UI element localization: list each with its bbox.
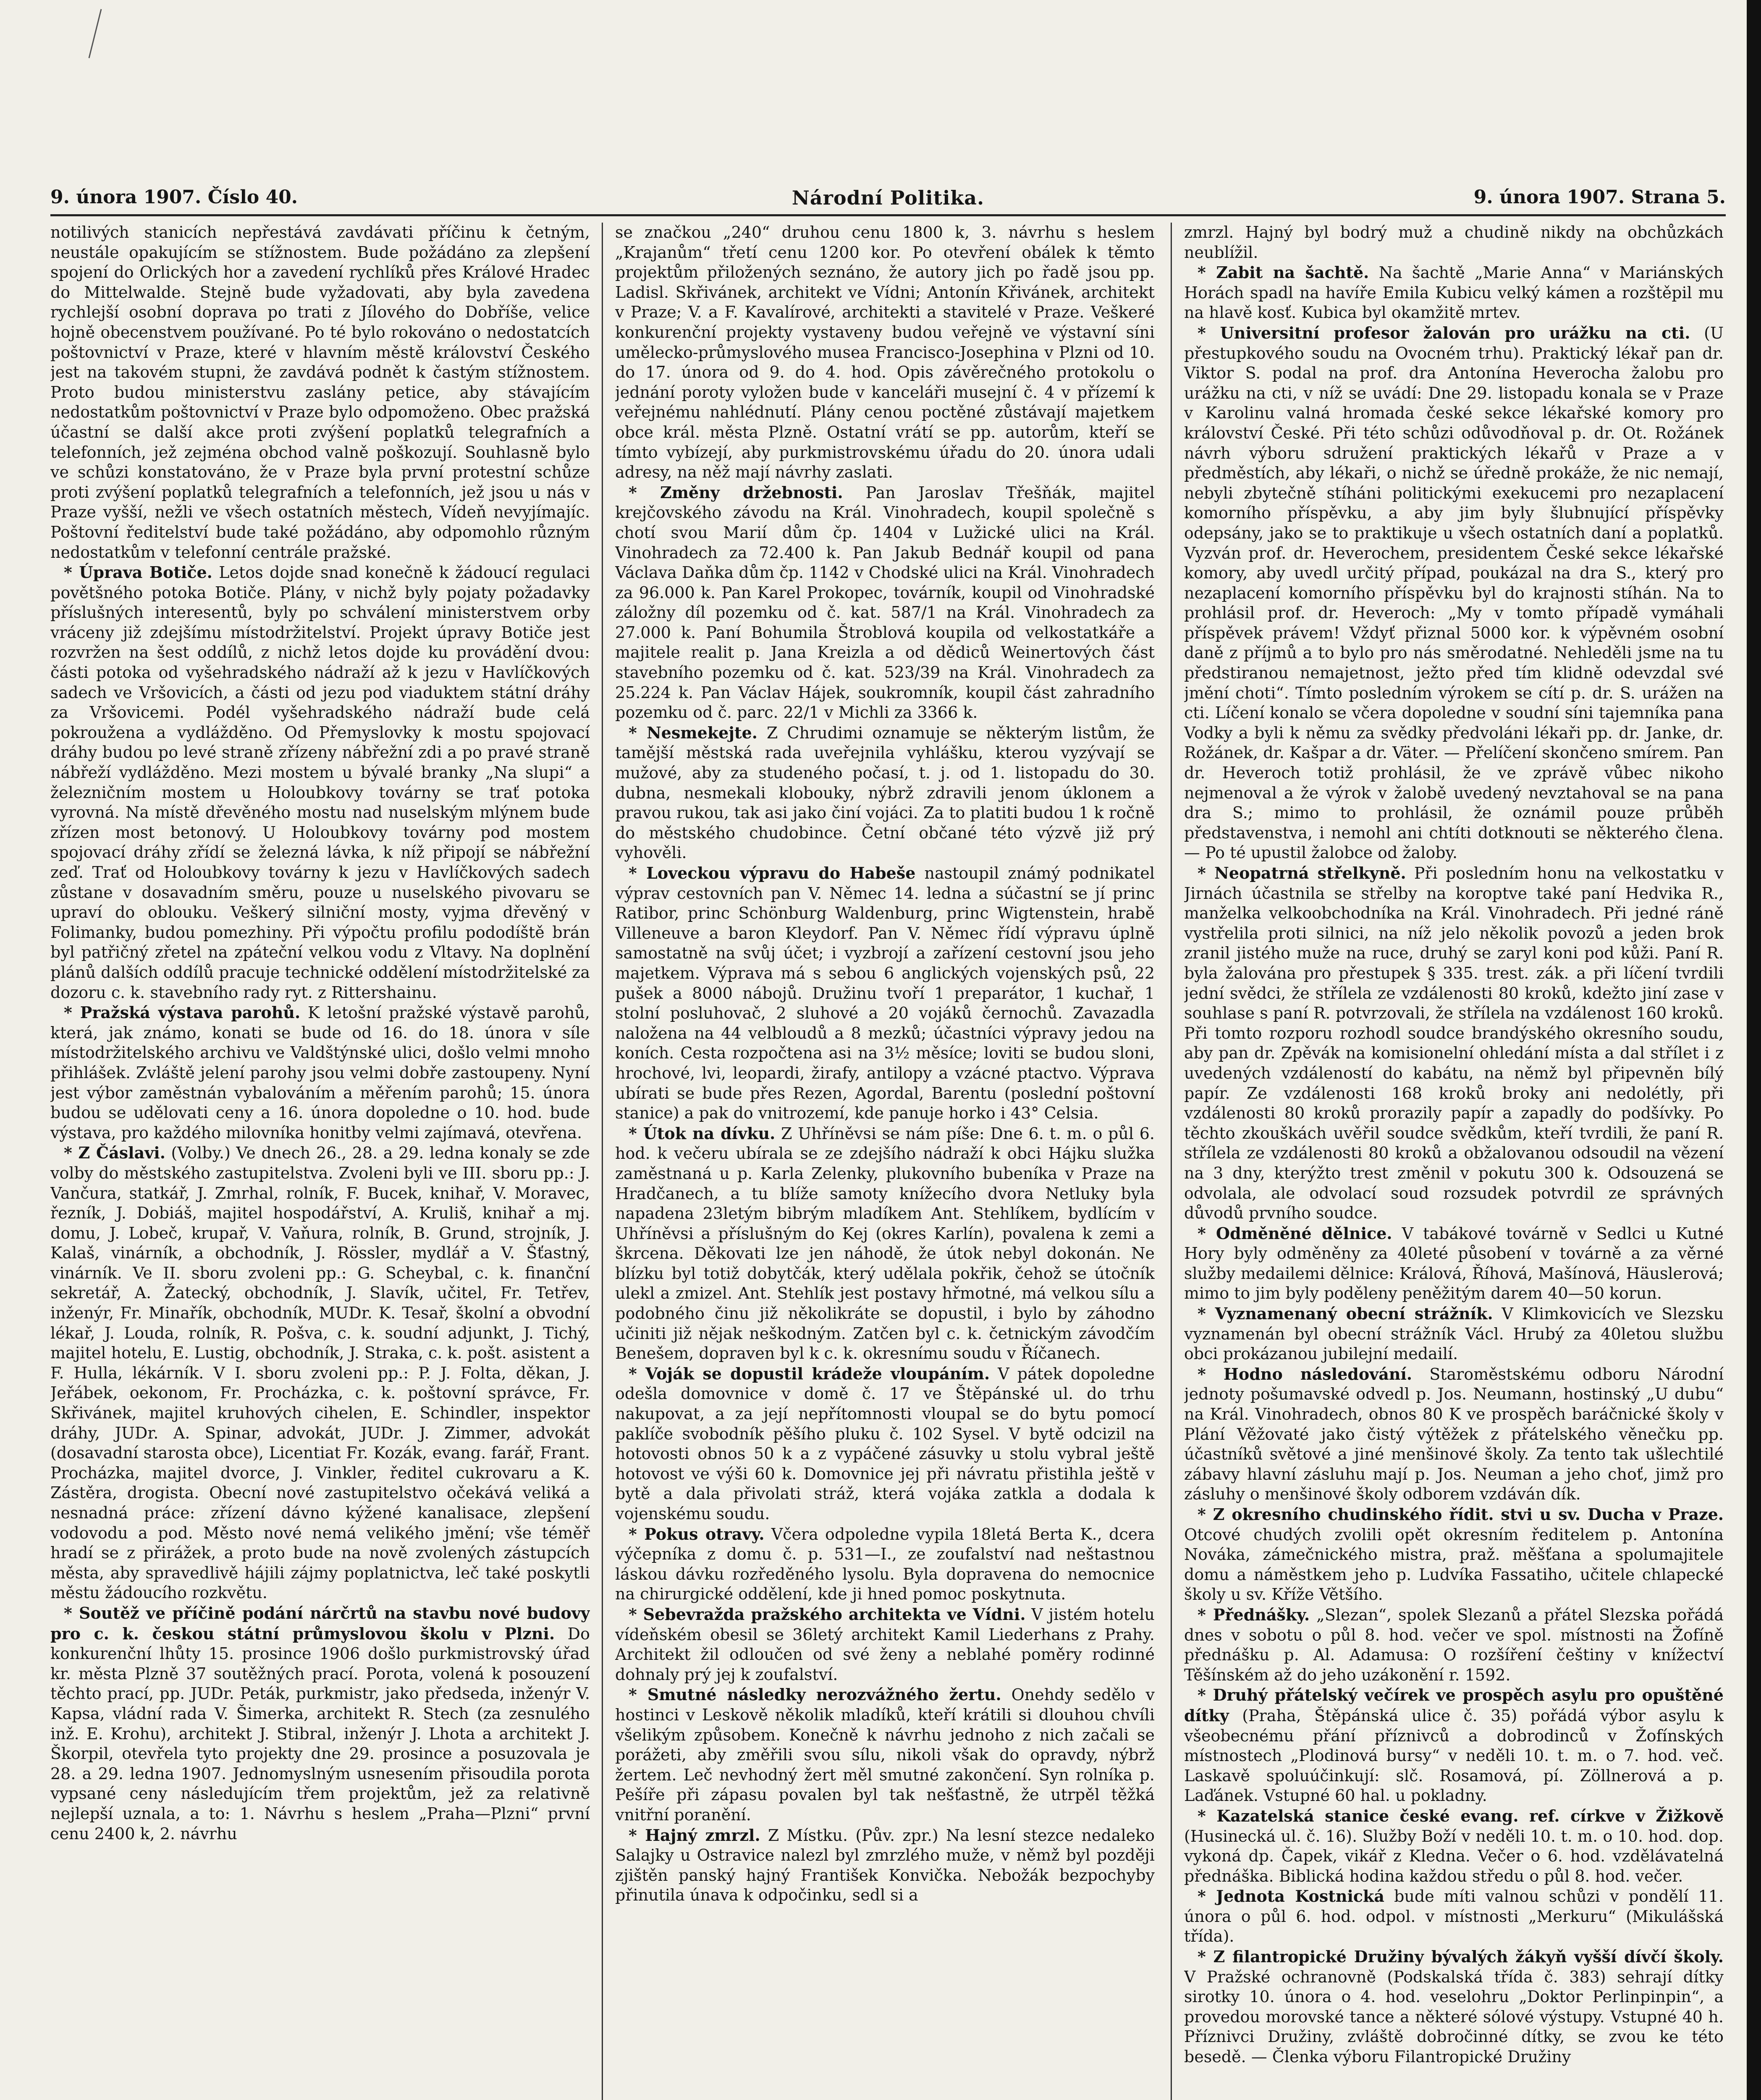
article-heading: * Nesmekejte.	[629, 723, 757, 742]
column-divider	[602, 223, 603, 2100]
article-heading: * Útok na dívku.	[629, 1124, 776, 1143]
article-text: Pan Jaroslav Třešňák, majitel krejčovského závodu na Král. Vinohradech, koupil společně s chotí svou Marií dům čp. 1404 v Lužické ulici na Král. Vinohradech za 72.400 k. Pan Jakub Bednář koupil od pana Václava Daňka dům čp. 1142 v Chodské ulici na Král. Vinohradech za 96.000 k. Pan Karel Prokopec, továrník, koupil od Vinohradské záložny díl pozemku od č. kat. 587/1 na Král. Vinohradech za 27.000 k. Paní Bohumila Štroblová koupila od velkostatkáře a majitele realit p. Jana Kreizla a od dědiců Weinertových část stavebního pozemku od č. kat. 523/39 na Král. Vinohradech za 25.224 k. Pan Václav Hájek, soukromník, koupil část zahradního pozemku od č. parc. 22/1 v Michli za 3366 k.	[615, 483, 1155, 722]
article-paragraph	[1184, 1605, 1724, 1685]
article-heading: * Druhý přátelský večírek ve prospěch asylu pro opuštěné dítky	[1184, 1685, 1724, 1725]
article-paragraph	[615, 1604, 1155, 1685]
article-heading: * Universitní profesor žalován pro urážku na cti.	[1198, 323, 1690, 342]
article-paragraph	[615, 1364, 1155, 1524]
article-text: (U přestupkového soudu na Ovocném trhu). Praktický lékař pan dr. Viktor S. podal na prof. dra Antonína Heverocha žalobu pro urážku na cti, v níž se uvádí: Dne 29. listopadu konala se v Praze v Karolinu valná hromada české sekce lékařské komory pro království České. Při této schůzi odůvodňoval p. dr. Ot. Rožánek návrh výboru sdružení praktických lékařů v Praze a v předměstích, aby lékaři, o nichž se úředně prokáže, že nic nemají, nebyli zbytečně stíháni politickými exekucemi pro nezaplacení komorního příspěvku, a aby jim byly šlubnující příspěvky odepsány, jako se to praktikuje u všech ostatních daní a poplatků. Vyzván prof. dr. Heverochem, presidentem České sekce lékařské komory, aby uvedl určitý případ, poukázal na dra S., který pro nezaplacení komorního příspěvku byl do krajnosti stíhán. Na to prohlásil prof. dr. Heveroch: „My v tomto případě vymáhali příspěvek právem! Vždyť přiznal 5000 kor. k výpěvném osobní daně z příjmů a to bylo pro nás směrodatné. Nehleděli jsme na tu předstiranou nemajetnost, ježto před tím klidně odevzdal své jmění choti“. Tímto posledním výrokem se cítí p. dr. S. urážen na cti. Líčení konalo se včera dopoledne v soudní síni tajemníka pana Vodky a byli k němu za svědky předvoláni lékaři pp. dr. Janke, dr. Rožánek, dr. Kašpar a dr. Väter. — Přelíčení skončeno smírem. Pan dr. Heveroch totiž prohlásil, že ve zprávě vůbec nikoho nejmenoval a že výrok v žalobě uvedený nevztahoval se na pana dra S.; mimo to prohlásil, že oznámil pouze průběh představenstva, i nemohl ani chtíti dotknouti se některého člena. — Po té upustil žalobce od žaloby.	[1184, 323, 1724, 862]
article-heading: * Sebevražda pražského architekta ve Vídni.	[629, 1604, 1026, 1624]
article-heading: * Soutěž ve příčině podání nárčrtů na stavbu nové budovy pro c. k. českou státní průmyslovou školu v Plzni.	[50, 1603, 590, 1643]
article-paragraph	[1184, 1947, 1724, 2067]
article-heading: * Hajný zmrzl.	[629, 1825, 760, 1845]
article-paragraph	[1184, 323, 1724, 863]
article-paragraph	[50, 562, 590, 1003]
header-date-page: 9. února 1907. Strana 5.	[1473, 186, 1726, 208]
article-text: (Praha, Štěpánská ulice č. 35) pořádá výbor asylu k všeobecnému přání příznivců a dobrodinců v Žofínských místnostech „Plodinová bursy“ v neděli 10. t. m. o 7. hod. več. Laskavě spoluúčinkují: slč. Rosamová, pí. Zöllnerová a p. Laďánek. Vstupné 60 hal. u pokladny.	[1184, 1706, 1724, 1805]
article-paragraph	[615, 723, 1155, 863]
article-paragraph	[1184, 223, 1724, 262]
article-text: Na šachtě „Marie Anna“ v Mariánských Horách spadl na havíře Emila Kubicu velký kámen a rozštěpil mu na hlavě kosť. Kubica byl okamžitě mrtev.	[1184, 263, 1724, 322]
column-3	[1184, 223, 1724, 2100]
newspaper-page	[50, 181, 1726, 2100]
article-heading: * Kazatelská stanice české evang. ref. církve v Žižkově	[1198, 1806, 1724, 1825]
article-paragraph	[50, 1143, 590, 1603]
article-text: Z Chrudimi oznamuje se některým listům, že tamější městská rada uveřejnila vyhlášku, kterou vyzývají se mužové, aby za studeného počasí, t. j. od 1. listopadu do 30. dubna, nesmekali klobouky, nýbrž zdravili jenom úklonem a pravou rukou, tak asi jako činí vojáci. Za to platiti budou 1 k ročně do městského chudobince. Četní občané této výzvě již prý vyhověli.	[615, 723, 1155, 862]
article-heading: * Z okresního chudinského řídit. stvi u sv. Ducha v Praze.	[1198, 1505, 1724, 1524]
article-text: nastoupil známý podnikatel výprav cestovních pan V. Němec 14. ledna a súčastní se jí princ Ratibor, princ Schönburg Waldenburg, princ Wigtenstein, hrabě Villeneuve a baron Kleydorf. Pan V. Němec řídí výpravu úplně samostatně na svůj účet; i vyzbrojí a zařízení cestovní jsou jeho majetkem. Výprava má s sebou 6 anglických vojenských psů, 22 pušek a 8000 nábojů. Družinu tvoří 1 preparátor, 1 kuchař, 1 stolní posluhovač, 2 sluhové a 20 vojáků černochů. Zavazadla naložena na 44 velbloudů a 8 mezků; účastníci výpravy jedou na koních. Cesta rozpočtena asi na 3½ měsíce; loviti se budou sloni, hrochové, lvi, leopardi, žirafy, antilopy a vzácné ptactvo. Výprava ubírati se bude přes Rezen, Agordal, Barentu (poslední poštovní stanice) a pak do vnitrozemí, kde panuje horko i 43° Celsia.	[615, 864, 1155, 1123]
article-paragraph	[1184, 1886, 1724, 1947]
article-heading: * Smutné následky nerozvážného žertu.	[629, 1685, 1001, 1704]
article-text: V pátek dopoledne odešla domovnice v domě č. 17 ve Štěpánské ul. do trhu nakupovat, a za její nepřítomnosti vloupal se do bytu pomocí paklíče svobodník pěšího pluku č. 102 Sysel. V bytě odcizil na hotovosti obnos 50 k a z vypáčené zásuvky u stolu vybral ještě hotovost ve výši 60 k. Domovnice jej při návratu přistihla ještě v bytě a dala přivolati stráž, která vojáka zatkla a dodala k vojenskému soudu.	[615, 1364, 1155, 1523]
article-text: zmrzl. Hajný byl bodrý muž a chudině nikdy na obchůzkách neublížil.	[1184, 223, 1724, 262]
article-heading: * Odměněné dělnice.	[1198, 1223, 1392, 1243]
article-text: Do konkurenční lhůty 15. prosince 1906 došlo purkmistrovský úřad kr. města Plzně 37 soutěžných prací. Porota, volená k posouzení těchto prací, pp. JUDr. Peták, purkmistr, jako předseda, inženýr V. Kapsa, vládní rada V. Šimerka, architekt R. Stech (za zesnulého inž. E. Krohu), architekt J. Stibral, inženýr J. Lhota a architekt J. Škorpil, otevřela tyto projekty dne 29. prosince a posuzovala je 28. a 29. ledna 1907. Jednomyslným usnesením přisoudila porota vypsané ceny následujícím třem projektům, jež za relativně nejlepší uznala, a to: 1. Návrhu s heslem „Praha—Plzni“ první cenu 2400 k, 2. návrhu	[50, 1624, 590, 1843]
article-paragraph	[1184, 1806, 1724, 1886]
article-heading: * Úprava Botiče.	[64, 563, 212, 582]
column-2	[615, 223, 1155, 2100]
article-paragraph	[615, 483, 1155, 723]
article-text: V Klimkovicích ve Slezsku vyznamenán byl obecní strážník Václ. Hrubý za 40letou službu obci prokázanou jubilejní medailí.	[1184, 1305, 1724, 1363]
masthead-title: Národní Politika.	[791, 186, 985, 209]
pencil-mark	[89, 9, 102, 58]
article-paragraph	[1184, 1685, 1724, 1806]
article-paragraph	[1184, 1304, 1724, 1364]
article-heading: * Změny držebnosti.	[629, 483, 843, 502]
article-heading: * Pokus otravy.	[629, 1524, 765, 1544]
article-text: V Pražské ochranovně (Podskalská třída č. 383) sehrají dítky sirotky 10. února o 4. hod. veselohru „Doktor Perlinpinpin“, a provedou morovské tance a některé sólové výstupy. Vstupné 40 h. Příznivci Družiny, zvláště dobročinné dítky, se zvou ke této besedě. — Členka výboru Filantropické Družiny	[1184, 1967, 1724, 2066]
article-heading: * Jednota Kostnická	[1198, 1887, 1384, 1906]
article-text: Včera odpoledne vypila 18letá Berta K., dcera výčepníka z domu č. p. 531—I., ze zoufalství nad neštastnou láskou dávku rozředěného lysolu. Byla dopravena do nemocnice na chirurgické oddělení, kde ji hned pomoc poskytnuta.	[615, 1525, 1155, 1604]
article-text: bude míti valnou schůzi v pondělí 11. února o půl 6. hod. odpol. v místnosti „Merkuru“ (Mikulášská třída).	[1184, 1887, 1724, 1946]
article-heading: * Pražská výstava parohů.	[64, 1003, 301, 1022]
column-divider	[1171, 223, 1172, 2100]
article-paragraph	[50, 223, 590, 562]
article-heading: * Vyznamenaný obecní strážník.	[1198, 1304, 1493, 1323]
article-text: Otcové chudých zvolili opět okresním ředitelem p. Antonína Nováka, zámečnického mistra, praž. měšťana a spolumajitele domu a náměstkem jeho p. Ludvíka Fassatiho, učitele chlapecké školy u sv. Kříže Většího.	[1184, 1525, 1724, 1604]
article-text: V jistém hotelu vídeňském obesil se 36letý architekt Kamil Liederhans z Prahy. Architekt žil odloučen od své ženy a neblahé poměry rodinné dohnaly prý jej k zoufalství.	[615, 1605, 1155, 1684]
article-text: (Husinecká ul. č. 16). Služby Boží v neděli 10. t. m. o 10. hod. dop. vykoná dp. Čapek, vikář z Kledna. Večer o 6. hod. vzdělávatelná přednáška. Biblická hodina každou středu o půl 8. hod. večer.	[1184, 1827, 1724, 1885]
article-text: (Volby.) Ve dnech 26., 28. a 29. ledna konaly se zde volby do městského zastupitelstva. Zvoleni byli ve III. sboru pp.: J. Vančura, statkář, J. Zmrhal, rolník, F. Bucek, knihař, V. Moravec, řezník, J. Dobiáš, majitel hospodářství, A. Kruliš, knihař a mj. domu, J. Lobeč, krupař, V. Vaňura, rolník, B. Grund, strojník, J. Kalaš, vinárník, a obchodník, J. Rössler, mydlář a V. Šťastný, vinárník. Ve II. sboru zvoleni pp.: G. Scheybal, c. k. finanční sekretář, A. Žatecký, obchodník, J. Slavík, učitel, Fr. Tetřev, inženýr, Fr. Minařík, obchodník, MUDr. K. Tesař, školní a obvodní lékař, J. Louda, rolník, R. Pošva, c. k. soudní adjunkt, J. Tichý, majitel hotelu, E. Lustig, obchodník, J. Straka, c. k. pošt. asistent a F. Hulla, lékárník. V I. sboru zvoleni pp.: P. J. Folta, děkan, J. Jeřábek, oekonom, Fr. Procházka, c. k. poštovní správce, Fr. Skřivánek, majitel kruhových cihelen, E. Schindler, inspektor dráhy, JUDr. A. Spinar, advokát, JUDr. J. Zimmer, advokát (dosavadní starosta obce), Licentiat Fr. Kozák, evang. farář, Frant. Procházka, majitel dvorce, J. Vinkler, ředitel cukrovaru a K. Zástěra, drogista. Obecní nové zastupitelstvo očekává veliká a nesnadná práce: zřízení dávno kýžené kanalisace, zlepšení vodovodu a pod. Město nové nemá velikého jmění; vše téměř hradí se z přirážek, a proto bude na nově zvolených zástupcích města, aby spravedlivě hájili zájmy poplatnictva, leč také poskytli městu žádoucího rozkvětu.	[50, 1144, 590, 1602]
article-text: K letošní pražské výstavě parohů, která, jak známo, konati se bude od 16. do 18. února v síle místodržitelského archivu ve Valdštýnské ulici, došlo velmi mnoho přihlášek. Zvláště jelení parohy jsou velmi dobře zastoupeny. Nyní jest výbor zaměstnán vybalováním a měřením parohů; 15. února budou se udělovati ceny a 16. února dopoledne o 10. hod. bude výstava, pro každého milovníka honitby velmi zajímavá, otevřena.	[50, 1003, 590, 1142]
article-text: Onehdy sedělo v hostinci v Leskově několik mladíků, kteří krátili si dlouhou chvíli všelikým způsobem. Konečně k návrhu jednoho z nich začali se porážeti, aby změřili svou sílu, nikoli však do opravdy, nýbrž žertem. Leč nevhodný žert měl smutné zakončení. Syn rolníka p. Pešíře při zápasu povalen byl tak nešťastně, že utrpěl těžká vnitřní poranění.	[615, 1685, 1155, 1824]
article-paragraph	[615, 1825, 1155, 1906]
article-text: Letos dojde snad konečně k žádoucí regulaci povětšného potoka Botiče. Plány, v nichž byly pojaty požadavky příslušných interesentů, byly po schválení ministerstvem orby vráceny již zdejšímu místodržitelství. Projekt úpravy Botiče jest rozvržen na šest oddílů, z nichž letos dojde ku provádění dvou: části potoka od vyšehradského nádraží až k jezu v Havlíčkových sadech ve Vršovicích, a části od jezu pod viaduktem státní dráhy za Vršovicemi. Podél vyšehradského nádraží bude celá pokroužena a vydlážděno. Od Přemyslovky k mostu spojovací dráhy budou po levé straně zřízeny nábřežní zdi a po pravé straně nábřeží vydlážděno. Mezi mostem u bývalé branky „Na slupi“ a železničním mostem u Holoubkovy továrny se trať potoka vyrovná. Na místě dřevěného mostu nad nuselským mlýnem bude zřízen most betonový. U Holoubkovy továrny pod mostem spojovací dráhy zřídí se železná lávka, k níž připojí se nábřežní zeď. Trať od Holoubkovy továrny k jezu v Havlíčkových sadech zůstane v dosavadním směru, pouze u nuselského pivovaru se upraví do oblouku. Veškerý silniční mosty, vyjma dřevěný v Folimanky, budou pomezhiny. Při výpočtu profilu pododíště brán byl patřičný zřetel na zpáteční velkou vodu z Vltavy. Na doplnění plánů dalších oddílů pracuje technické oddělení místodržitelské za dozoru c. k. stavebního rady ryt. z Rittershainu.	[50, 563, 590, 1002]
article-heading: * Zabit na šachtě.	[1198, 263, 1369, 282]
article-text: notilivých stanicích nepřestává zavdávati příčinu k četným, neustále opakujícím se stížnostem. Bude požádáno za zlepšení spojení do Orlických hor a zavedení rychlíků přes Králové Hradec do Mittelwalde. Stejně bude vyžadovati, aby byla zavedena rychlejší osobní doprava po trati z Jílového do Dobříše, velice hojně obecenstvem používané. Po té bylo rokováno o nedostatcích poštovnictví v Praze, které v hlavním městě království Českého jest na takovém stupni, že zavdává podnět k častým stížnostem. Proto budou ministerstvu zaslány petice, aby stávajícím nedostatkům poštovnictví v Praze bylo odpomoženo. Obec pražská účastní se další akce proti zvýšení poplatků telegrafních a telefonních, jež zejména obchod valně poškozují. Souhlasně bylo ve schůzi konstatováno, že v Praze byla první protestní schůze proti zvýšení poplatků telegrafních a telefonních, jež jsou u nás v Praze vyšší, nežli ve všech ostatních městech, Vídeň nevyjímajíc. Poštovní ředitelství bude také požádáno, aby odpomohlo různým nedostatkům v telefonní centrále pražské.	[50, 223, 590, 562]
article-paragraph	[1184, 1364, 1724, 1504]
article-heading: * Přednášky.	[1198, 1605, 1310, 1624]
page-edge-shadow	[1747, 0, 1761, 2100]
article-text: „Slezan“, spolek Slezanů a přátel Slezska pořádá dnes v sobotu o půl 8. hod. večer ve spol. místnosti na Žofíně přednášku p. Al. Adamusa: O rozšíření češtiny v knížectví Těšínském až do jeho uzákonění r. 1592.	[1184, 1605, 1724, 1684]
article-paragraph	[615, 223, 1155, 483]
page-header	[50, 181, 1726, 216]
article-paragraph	[1184, 262, 1724, 323]
article-paragraph	[615, 1124, 1155, 1364]
article-heading: * Z filantropické Družiny bývalých žákyň vyšší dívčí školy.	[1198, 1947, 1724, 1966]
article-paragraph	[1184, 1223, 1724, 1304]
article-heading: * Loveckou výpravu do Habeše	[629, 864, 916, 882]
article-paragraph	[615, 863, 1155, 1124]
article-paragraph	[50, 1003, 590, 1143]
article-paragraph	[615, 1524, 1155, 1604]
article-text: se značkou „240“ druhou cenu 1800 k, 3. návrhu s heslem „Krajanům“ třetí cenu 1200 kor. Po otevření obálek k těmto projektům přiložených seznáno, že autory jich po řadě jsou pp. Ladisl. Skřivánek, architekt ve Vídni; Antonín Křivánek, architekt v Praze; V. a F. Kavalírové, architekti a stavitelé v Praze. Veškeré konkurenční projekty vystaveny budou veřejně ve výstavní síni umělecko-průmyslového musea Francisco-Josephina v Plzni od 10. do 17. února od 9. do 4. hod. Opis závěrečného protokolu o jednání poroty vyložen bude v kanceláři musejní č. 4 v přízemí k veřejnému nahlédnutí. Plány cenou poctěné zůstávají majetkem obce král. města Plzně. Ostatní vrátí se pp. autorům, kteří se tímto vybízejí, aby purkmistrovskému úřadu do 20. února udali adresy, na něž mají návrhy zaslati.	[615, 223, 1155, 482]
article-text: Z Uhříněvsi se nám píše: Dne 6. t. m. o půl 6. hod. k večeru ubírala se ze zdejšího nádraží k obci Hájku služka zaměstnaná u p. Karla Zelenky, plukovního bubeníka v Praze na Hradčanech, a tu blíže samoty knížecího dvora Netluky byla napadena 23letým bibrým mladíkem Ant. Stehlíkem, bydlícím v Uhříněvsi a příslušným do Kej (okres Karlín), povalena k zemi a škrcena. Děkovati lze jen náhodě, že útok nebyl dokonán. Ne blízku byl totiž dobytčák, který udělala pokřik, čehož se útočník ulekl a zmizel. Ant. Stehlík jest postavy hřmotné, má velkou sílu a podobného činu již několikráte se dopustil, i bylo by záhodno učiniti již nějak neškodným. Zatčen byl c. k. četnickým závodčím Benešem, dopraven byl k c. k. okresnímu soudu v Říčanech.	[615, 1124, 1155, 1363]
article-paragraph	[1184, 863, 1724, 1223]
article-heading: * Neopatrná střelkyně.	[1198, 864, 1406, 882]
header-date-issue: 9. února 1907. Číslo 40.	[50, 186, 298, 208]
column-1	[50, 223, 590, 2100]
article-text: Staroměstskému odboru Národní jednoty pošumavské odvedl p. Jos. Neumann, hostinský „U dubu“ na Král. Vinohradech, obnos 80 K ve prospěch baráčnické školy v Plání Věžovaté jako čistý výtěžek z přátelského věnečku pp. účastníků světové a jiné menšinové školy. Za tento tak ušlechtilé zábavy hlavní zásluhu mají p. Jos. Neuman a jeho choť, jimž pro zásluhy o menšinové školy odborem vzdáván dík.	[1184, 1365, 1724, 1504]
article-heading: * Hodno následování.	[1198, 1364, 1412, 1383]
article-paragraph	[1184, 1504, 1724, 1605]
article-text: Z Místku. (Pův. zpr.) Na lesní stezce nedaleko Salajky u Ostravice nalezl byl zmrzlého muže, v němž byl později zjištěn panský hajný František Konvička. Nebožák bezpochyby přinutila únava k odpočinku, sedl si a	[615, 1826, 1155, 1905]
article-paragraph	[615, 1685, 1155, 1825]
article-text: V tabákové továrně v Sedlci u Kutné Hory byly odměněny za 40leté působení v továrně a za věrné služby medailemi dělnice: Králová, Říhová, Mašínová, Häuslerová; mimo to jim byly poděleny peněžitým darem 40—50 korun.	[1184, 1224, 1724, 1303]
article-heading: * Z Čáslavi.	[64, 1143, 165, 1163]
article-paragraph	[50, 1603, 590, 1844]
article-text: Při posledním honu na velkostatku v Jirnách účastnila se střelby na koroptve také paní Hedvika R., manželka velkoobchodníka na Král. Vinohradech. Při jedné ráně vystřelila proti silnici, na níž jelo několik povozů a jeden brok zranil jistého muže na ruce, druhý se zaryl koni pod kůži. Paní R. byla žalována pro přestupek § 335. trest. zák. a při líčení tvrdili jední svědci, že střílela ze vzdálenosti 80 kroků, kdežto jiní zase v souhlase s paní R. potvrzovali, že střílela na vzdálenost 160 kroků. Při tomto rozporu rozhodl soudce brandýského okresního soudu, aby pan dr. Zpěvák na komisionelní ohledání místa a dal střílet i z uvedených vzdáleností do kabátu, na němž byl připevněn bílý papír. Ze vzdálenosti 168 kroků broky ani nedolétly, při vzdálenosti 80 kroků prorazily papír a zapadly do podšívky. Po těchto zkouškách uvěřil soudce svědkům, kteří tvrdili, že paní R. střílela ze vzdálenosti 80 kroků a obžalovanou odsoudil na vězení na 3 dny, kterýžto trest změnil v pokutu 300 k. Odsouzená se odvolala, ale odvolací soud rozsudek potvrdil ze správných důvodů prvního soudce.	[1184, 864, 1724, 1223]
article-heading: * Voják se dopustil krádeže vloupáním.	[629, 1364, 990, 1383]
